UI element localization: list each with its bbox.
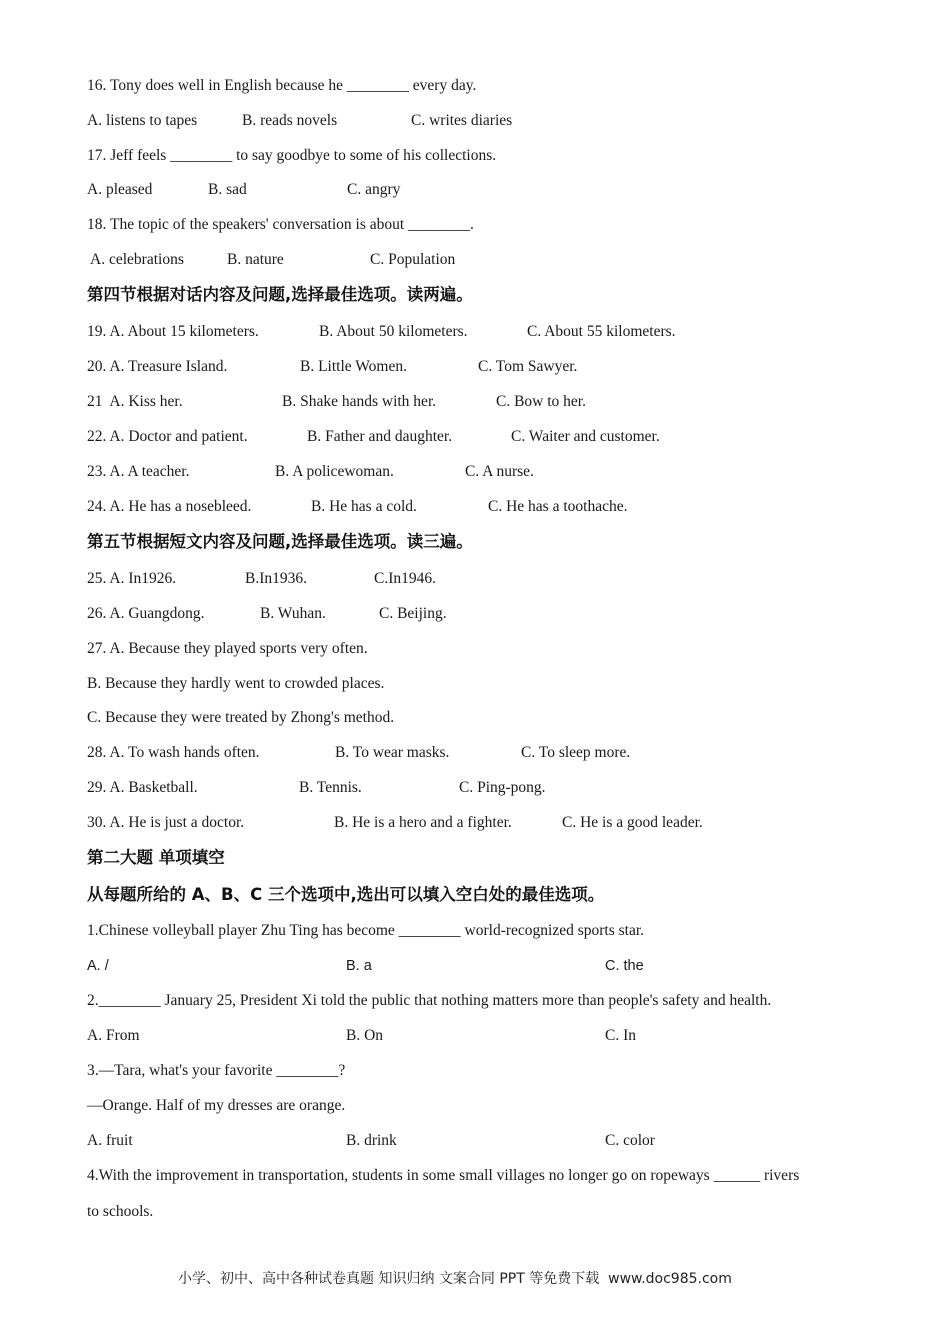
section-5-heading: 第五节根据短文内容及问题,选择最佳选项。读三遍。	[87, 532, 473, 551]
part2-question-1-option-b: B. a	[346, 958, 372, 974]
question-27-option-a: 27. A. Because they played sports very often.	[87, 640, 368, 657]
question-25-option-c: C.In1946.	[374, 570, 436, 587]
question-19-option-c: C. About 55 kilometers.	[527, 323, 676, 340]
question-30-option-b: B. He is a hero and a fighter.	[334, 814, 512, 831]
page-footer: 小学、初中、高中各种试卷真题 知识归纳 文案合同 PPT 等免费下载 www.doc985.com	[178, 1271, 732, 1287]
question-18-option-a: A. celebrations	[87, 251, 184, 268]
question-25-option-a: 25. A. In1926.	[87, 570, 177, 587]
part2-question-1-option-c: C. the	[605, 958, 644, 974]
question-24-option-a: 24. A. He has a nosebleed.	[87, 498, 252, 515]
question-22-option-b: B. Father and daughter.	[307, 428, 453, 445]
question-30-option-a: 30. A. He is just a doctor.	[87, 814, 245, 831]
part2-question-2-option-c: C. In	[605, 1027, 636, 1044]
question-17-option-b: B. sad	[208, 181, 247, 198]
question-17-option-c: C. angry	[347, 181, 401, 198]
question-17-option-a: A. pleased	[87, 181, 153, 198]
question-26-option-a: 26. A. Guangdong.	[87, 605, 205, 622]
question-29-option-a: 29. A. Basketball.	[87, 779, 198, 796]
part2-question-1-stem: 1.Chinese volleyball player Zhu Ting has become ________ world-recognized sports star.	[87, 922, 645, 939]
question-25-option-b: B.In1936.	[245, 570, 307, 587]
question-23-option-b: B. A policewoman.	[275, 463, 394, 480]
question-24-option-b: B. He has a cold.	[311, 498, 417, 515]
question-20-option-b: B. Little Women.	[300, 358, 407, 375]
question-29-option-c: C. Ping-pong.	[459, 779, 546, 796]
part-2-instruction: 从每题所给的 A、B、C 三个选项中,选出可以填入空白处的最佳选项。	[87, 885, 605, 904]
part2-question-4-stem-line-2: to schools.	[87, 1203, 154, 1220]
question-16-option-a: A. listens to tapes	[87, 112, 198, 129]
question-23-option-a: 23. A. A teacher.	[87, 463, 190, 480]
question-22-option-c: C. Waiter and customer.	[511, 428, 660, 445]
question-19-option-a: 19. A. About 15 kilometers.	[87, 323, 259, 340]
part2-question-3-option-c: C. color	[605, 1132, 655, 1149]
question-27-option-b: B. Because they hardly went to crowded places.	[87, 675, 385, 692]
part2-question-2-option-a: A. From	[87, 1027, 140, 1044]
question-18-option-c: C. Population	[370, 251, 456, 268]
question-17-stem: 17. Jeff feels ________ to say goodbye to some of his collections.	[87, 147, 497, 164]
part2-question-1-option-a: A. /	[87, 958, 109, 974]
question-27-option-c: C. Because they were treated by Zhong's method.	[87, 709, 395, 726]
part2-question-2-option-b: B. On	[346, 1027, 384, 1044]
question-19-option-b: B. About 50 kilometers.	[319, 323, 468, 340]
question-28-option-b: B. To wear masks.	[335, 744, 450, 761]
part2-question-3-option-a: A. fruit	[87, 1132, 133, 1149]
part2-question-3-stem: 3.—Tara, what's your favorite ________?	[87, 1062, 346, 1079]
question-30-option-c: C. He is a good leader.	[562, 814, 703, 831]
question-16-stem: 16. Tony does well in English because he ________ every day.	[87, 77, 477, 94]
question-18-stem: 18. The topic of the speakers' conversation is about ________.	[87, 216, 474, 233]
question-18-option-b: B. nature	[227, 251, 284, 268]
part2-question-3-option-b: B. drink	[346, 1132, 397, 1149]
question-20-option-c: C. Tom Sawyer.	[478, 358, 578, 375]
question-21-option-b: B. Shake hands with her.	[282, 393, 437, 410]
part-2-title: 第二大题 单项填空	[87, 848, 225, 867]
question-26-option-b: B. Wuhan.	[260, 605, 326, 622]
part2-question-4-stem-line-1: 4.With the improvement in transportation, students in some small villages no longer go on ropeways ______ rivers	[87, 1167, 800, 1184]
part2-question-3-reply: —Orange. Half of my dresses are orange.	[87, 1097, 346, 1114]
question-16-option-b: B. reads novels	[242, 112, 338, 129]
question-29-option-b: B. Tennis.	[299, 779, 362, 796]
question-22-option-a: 22. A. Doctor and patient.	[87, 428, 248, 445]
question-16-option-c: C. writes diaries	[411, 112, 513, 129]
section-4-heading: 第四节根据对话内容及问题,选择最佳选项。读两遍。	[87, 285, 473, 304]
question-28-option-a: 28. A. To wash hands often.	[87, 744, 260, 761]
question-23-option-c: C. A nurse.	[465, 463, 534, 480]
question-21-option-a: 21 A. Kiss her.	[87, 393, 183, 410]
question-26-option-c: C. Beijing.	[379, 605, 447, 622]
part2-question-2-stem: 2.________ January 25, President Xi told the public that nothing matters more than people's safety and health.	[87, 992, 772, 1009]
question-24-option-c: C. He has a toothache.	[488, 498, 628, 515]
question-20-option-a: 20. A. Treasure Island.	[87, 358, 228, 375]
question-28-option-c: C. To sleep more.	[521, 744, 631, 761]
question-21-option-c: C. Bow to her.	[496, 393, 586, 410]
